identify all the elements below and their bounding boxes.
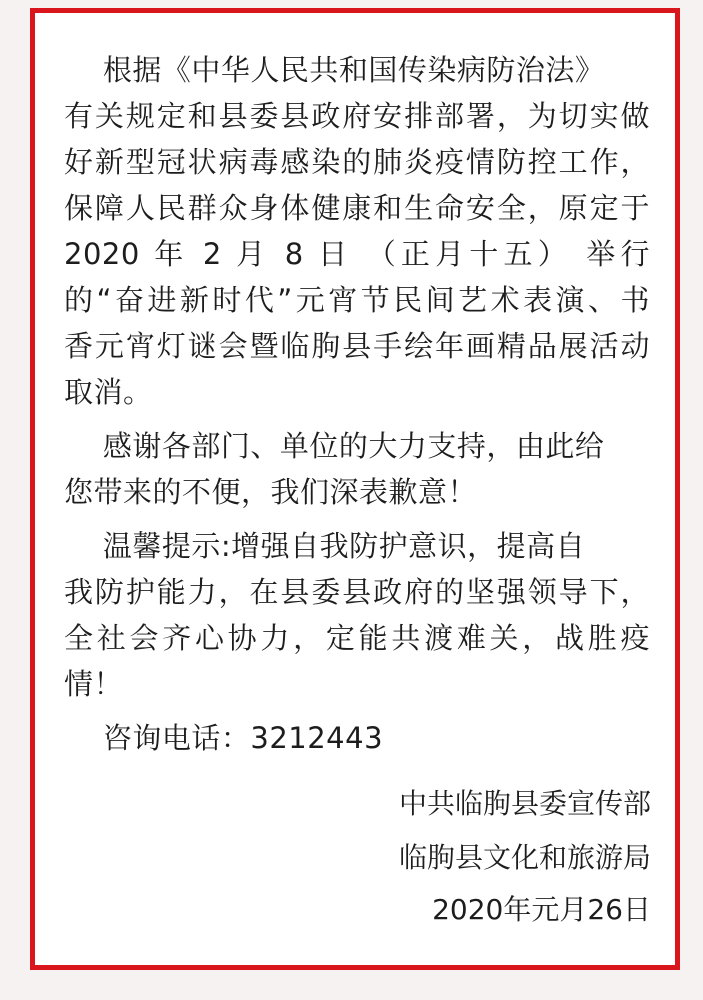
notice-line: 根据《中华人民共和国传染病防治法》: [64, 53, 605, 87]
signature-org-publicity: 中共临朐县委宣传部: [398, 787, 651, 820]
signature-date: 2020年元月26日: [432, 893, 651, 926]
notice-line: 感谢各部门、单位的大力支持，由此给: [64, 429, 605, 463]
notice-line: 情！: [64, 667, 124, 701]
notice-line: 温馨提示:增强自我防护意识，提高自: [64, 529, 586, 563]
notice-line: 有关规定和县委县政府安排部署，为切实做: [64, 99, 650, 133]
signature-org-culture-tourism: 临朐县文化和旅游局: [398, 841, 651, 874]
notice-line: 好新型冠状病毒感染的肺炎疫情防控工作，: [64, 145, 650, 179]
notice-line: 全社会齐心协力，定能共渡难关，战胜疫: [64, 621, 650, 655]
notice-line: 您带来的不便，我们深表歉意！: [64, 475, 478, 509]
notice-line: 取消。: [64, 375, 153, 409]
hotline-text: 咨询电话：3212443: [64, 721, 384, 755]
notice-line: 香元宵灯谜会暨临朐县手绘年画精品展活动: [64, 329, 650, 363]
notice-line: 2020 年 2 月 8 日 （正月十五） 举行: [64, 237, 650, 271]
notice-line: 我防护能力，在县委县政府的坚强领导下，: [64, 575, 650, 609]
notice-line: 保障人民群众身体健康和生命安全，原定于: [64, 191, 650, 225]
notice-line: 的“奋进新时代”元宵节民间艺术表演、书: [64, 283, 650, 317]
